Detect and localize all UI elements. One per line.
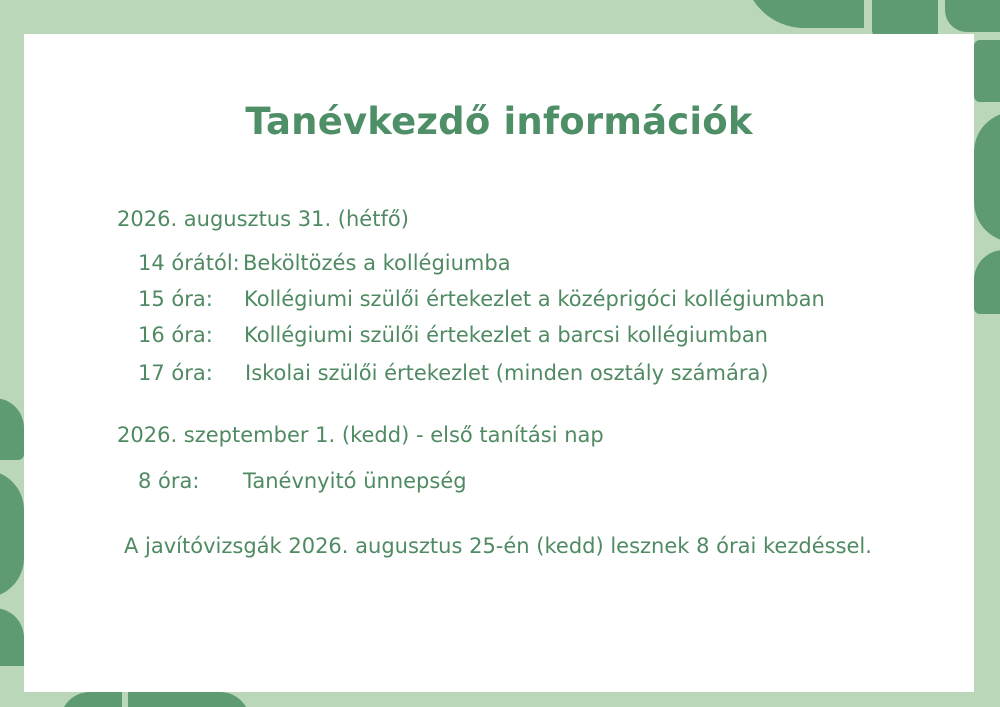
decor-shape [974, 40, 1000, 102]
schedule-text: Iskolai szülői értekezlet (minden osztály számára) [245, 361, 769, 385]
decor-shape [60, 692, 122, 707]
schedule-time: 17 óra: [138, 361, 213, 385]
exam-note: A javítóvizsgák 2026. augusztus 25-én (kedd) lesznek 8 órai kezdéssel. [124, 534, 872, 558]
decor-shape [945, 0, 1000, 32]
decor-shape [0, 470, 24, 598]
decor-shape [0, 608, 24, 666]
decor-shape [974, 250, 1000, 314]
info-card [24, 34, 974, 692]
decor-shape [872, 0, 938, 38]
decor-shape [744, 0, 864, 28]
schedule-text: Tanévnyitó ünnepség [243, 469, 467, 493]
day1-heading: 2026. augusztus 31. (hétfő) [117, 207, 409, 231]
schedule-row [138, 323, 768, 347]
schedule-row [138, 251, 511, 275]
schedule-time: 8 óra: [138, 469, 200, 493]
schedule-text: Beköltözés a kollégiumba [243, 251, 511, 275]
page-title: Tanévkezdő információk [245, 100, 753, 143]
day2-heading: 2026. szeptember 1. (kedd) - első tanítási nap [117, 423, 604, 447]
schedule-row [138, 287, 825, 311]
decor-shape [974, 112, 1000, 242]
schedule-time: 16 óra: [138, 323, 213, 347]
schedule-text: Kollégiumi szülői értekezlet a barcsi kollégiumban [244, 323, 768, 347]
schedule-text: Kollégiumi szülői értekezlet a középrigóci kollégiumban [244, 287, 825, 311]
schedule-row [138, 361, 769, 385]
decor-shape [0, 398, 24, 460]
schedule-time: 15 óra: [138, 287, 213, 311]
schedule-row [138, 469, 467, 493]
schedule-time: 14 órától: [138, 251, 240, 275]
decor-shape [128, 692, 250, 707]
